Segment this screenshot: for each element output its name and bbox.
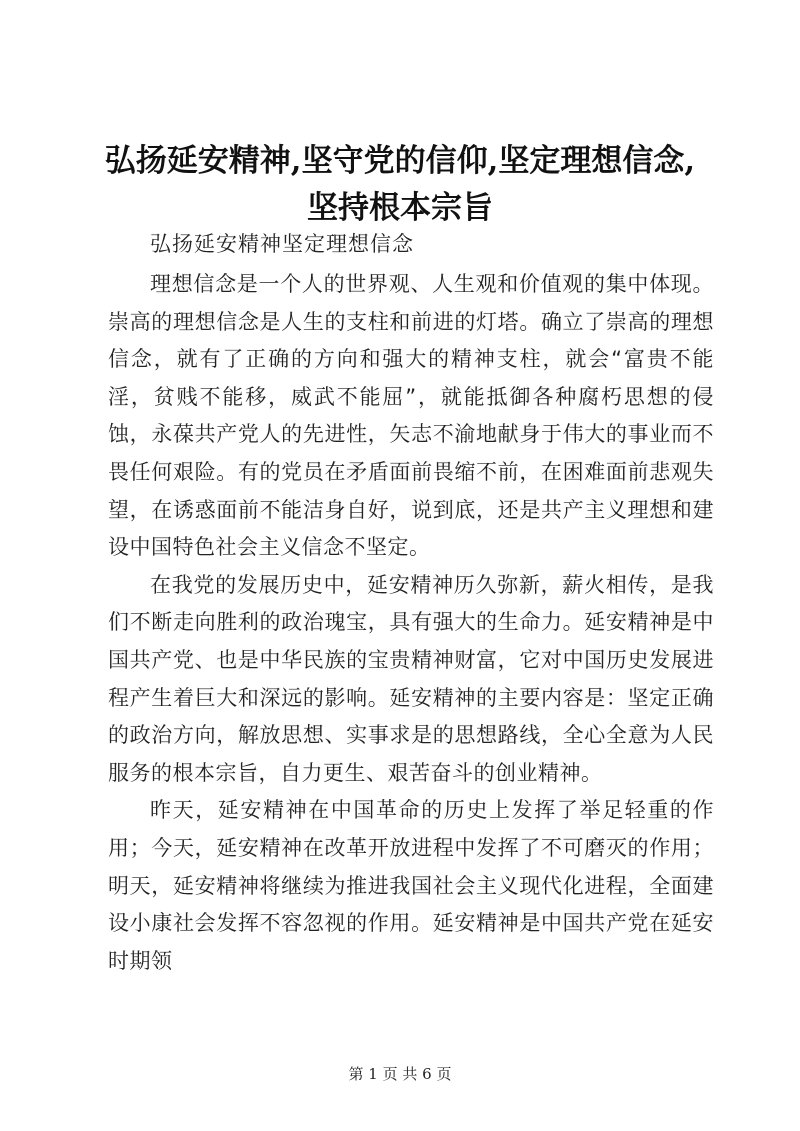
body-paragraph: 在我党的发展历史中，延安精神历久弥新，薪火相传，是我们不断走向胜利的政治瑰宝，具有强大的生命力。延安精神是中国共产党、也是中华民族的宝贵精神财富，它对中国历史发展进程产生着巨大和深远的影响。延安精神的主要内容是：坚定正确的政治方向，解放思想、实事求是的思想路线，全心全意为人民服务的根本宗旨，自力更生、艰苦奋斗的创业精神。 bbox=[108, 572, 714, 785]
body-paragraph: 昨天，延安精神在中国革命的历史上发挥了举足轻重的作用；今天，延安精神在改革开放进程中发挥了不可磨灭的作用；明天，延安精神将继续为推进我国社会主义现代化进程，全面建设小康社会发挥不容忽视的作用。延安精神是中国共产党在延安时期领 bbox=[108, 798, 714, 973]
page-number-label: 第 1 页 共 6 页 bbox=[348, 1065, 452, 1083]
document-body bbox=[108, 266, 714, 980]
document-subtitle: 弘扬延安精神坚定理想信念 bbox=[150, 232, 414, 256]
document-title: 弘扬延安精神,坚守党的信仰,坚定理想信念,坚持根本宗旨 bbox=[104, 143, 696, 226]
body-paragraph: 理想信念是一个人的世界观、人生观和价值观的集中体现。崇高的理想信念是人生的支柱和前进的灯塔。确立了崇高的理想信念，就有了正确的方向和强大的精神支柱，就会“富贵不能淫，贫贱不能移，威武不能屈”，就能抵御各种腐朽思想的侵蚀，永葆共产党人的先进性，矢志不渝地献身于伟大的事业而不畏任何艰险。有的党员在矛盾面前畏缩不前，在困难面前悲观失望，在诱惑面前不能洁身自好，说到底，还是共产主义理想和建设中国特色社会主义信念不坚定。 bbox=[108, 272, 714, 560]
page-footer bbox=[0, 1064, 800, 1084]
